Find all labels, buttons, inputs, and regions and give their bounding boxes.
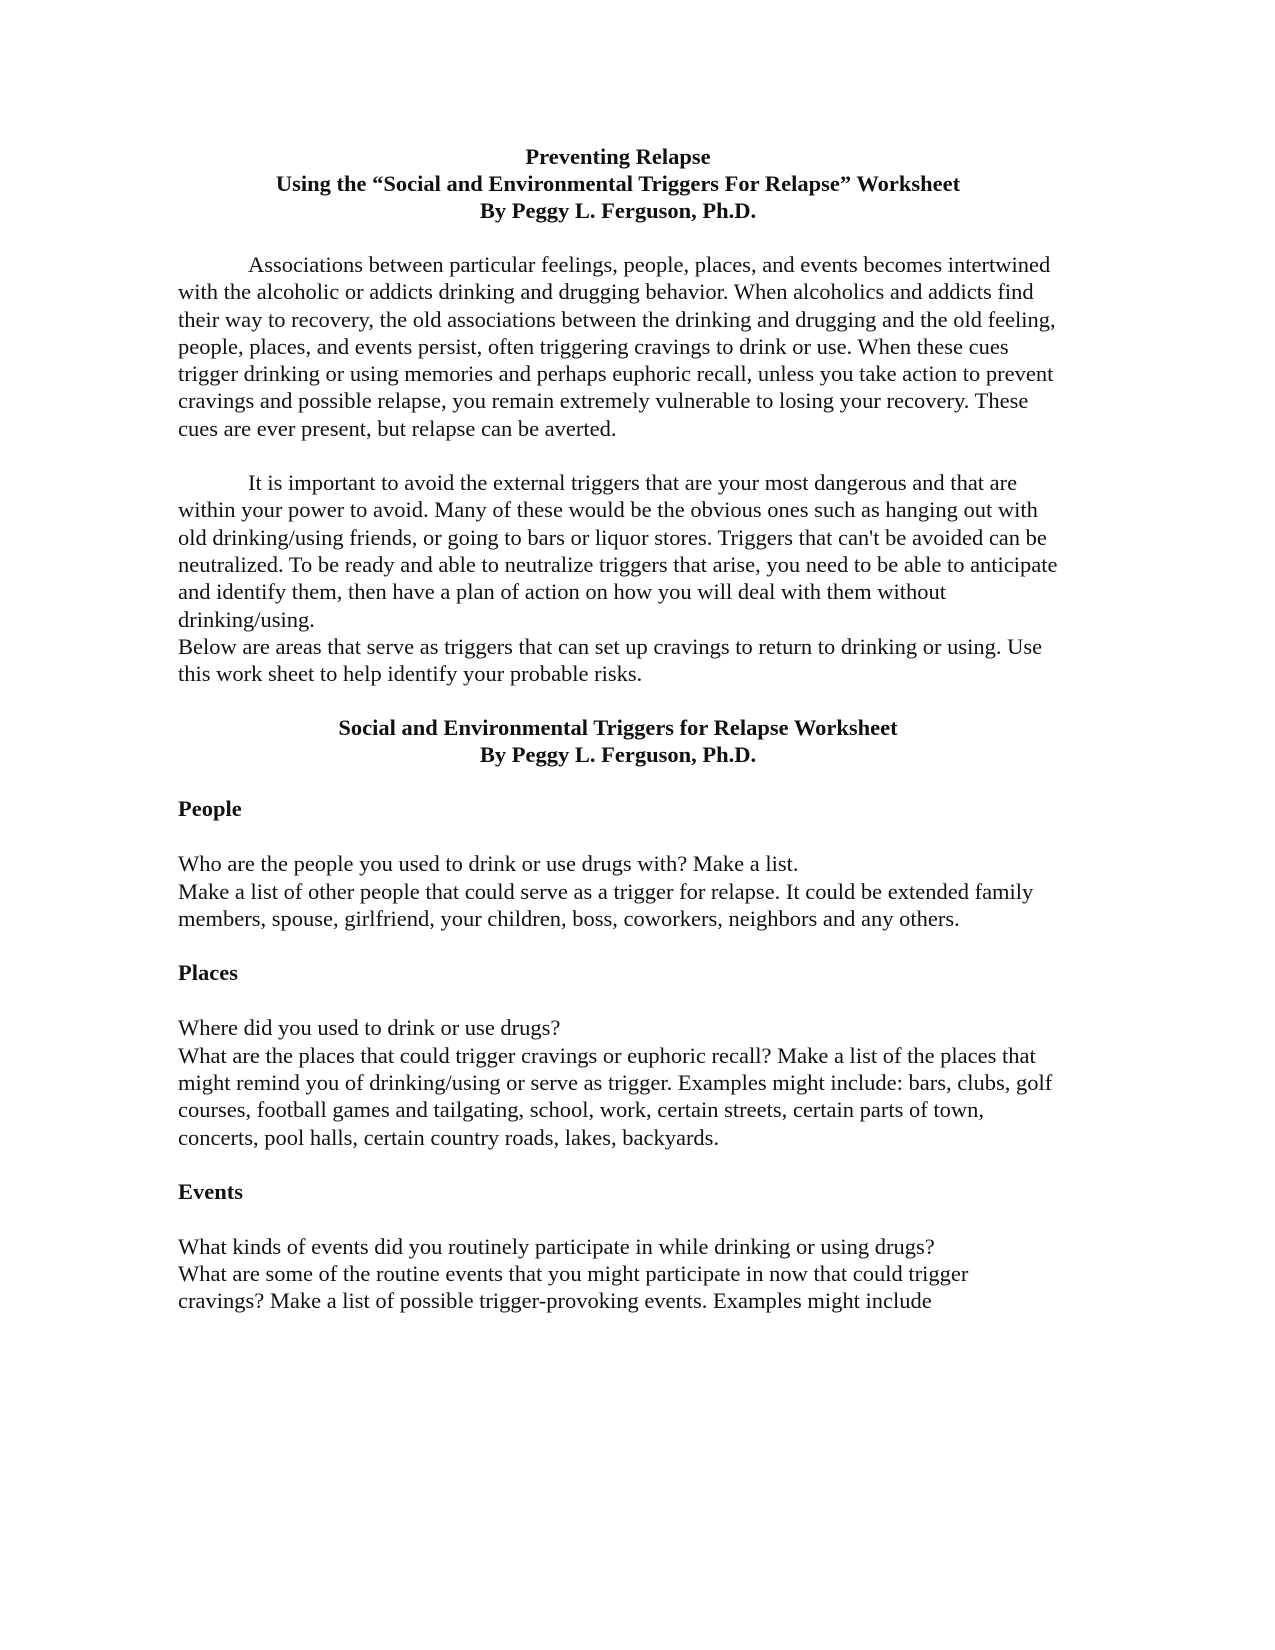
document-subtitle: Using the “Social and Environmental Triggers For Relapse” Worksheet — [275, 171, 961, 196]
worksheet-title-block — [178, 714, 1058, 768]
intro-paragraph-2: It is important to avoid the external triggers that are your most dangerous and that are within your power to avoid. Many of these would be the obvious ones such as hanging out with old drinking/using friends, or going to bars or liquor stores. Triggers that can't be avoided can be neutralized. To be ready and able to neutralize triggers that arise, you need to be able to anticipate and identify them, then have a plan of action on how you will deal with them without drinking/using. — [178, 470, 1058, 632]
section-heading-places: Places — [178, 960, 238, 986]
document-title: Preventing Relapse — [525, 144, 711, 169]
intro-paragraph-1: Associations between particular feelings, people, places, and events becomes intertwined with the alcoholic or addicts drinking and drugging behavior. When alcoholics and addicts find their way to recovery, the old associations between the drinking and drugging and the old feeling, people, places, and events persist, often triggering cravings to drink or use. When these cues trigger drinking or using memories and perhaps euphoric recall, unless you take action to prevent cravings and possible relapse, you remain extremely vulnerable to losing your recovery. These cues are ever present, but relapse can be averted. — [178, 252, 1056, 441]
section-heading-people: People — [178, 796, 242, 822]
section-places — [178, 959, 1058, 1150]
section-people-line-2: Make a list of other people that could serve as a trigger for relapse. It could be extended family members, spouse, girlfriend, your children, boss, coworkers, neighbors and any others. — [178, 878, 1034, 932]
section-events-line-2: What are some of the routine events that you might participate in now that could trigger cravings? Make a list of possible trigger-provoking events. Examples might include — [178, 1261, 969, 1314]
worksheet-author: By Peggy L. Ferguson, Ph.D. — [479, 742, 757, 768]
section-heading-events: Events — [178, 1178, 244, 1204]
section-places-line-2: What are the places that could trigger cravings or euphoric recall? Make a list of the places that might remind you of drinking/using or serve as trigger. Examples might include: bars, clubs, golf courses, football games and tailgating, school, work, certain streets, certain parts of town, concerts, pool halls, certain country roads, lakes, backyards. — [178, 1042, 1053, 1150]
worksheet-title: Social and Environmental Triggers for Relapse Worksheet — [338, 715, 898, 741]
document-title-block — [178, 143, 1058, 224]
section-events-line-1: What kinds of events did you routinely participate in while drinking or using drugs? — [178, 1233, 935, 1259]
intro-paragraph-3: Below are areas that serve as triggers that can set up cravings to return to drinking or using. Use this work sheet to help identify your probable risks. — [178, 633, 1043, 687]
section-people — [178, 795, 1058, 932]
document-author: By Peggy L. Ferguson, Ph.D. — [479, 198, 757, 223]
section-people-line-1: Who are the people you used to drink or use drugs with? Make a list. — [178, 851, 799, 877]
section-events — [178, 1178, 1058, 1315]
document-page — [178, 143, 1058, 1315]
section-places-line-1: Where did you used to drink or use drugs? — [178, 1015, 561, 1041]
